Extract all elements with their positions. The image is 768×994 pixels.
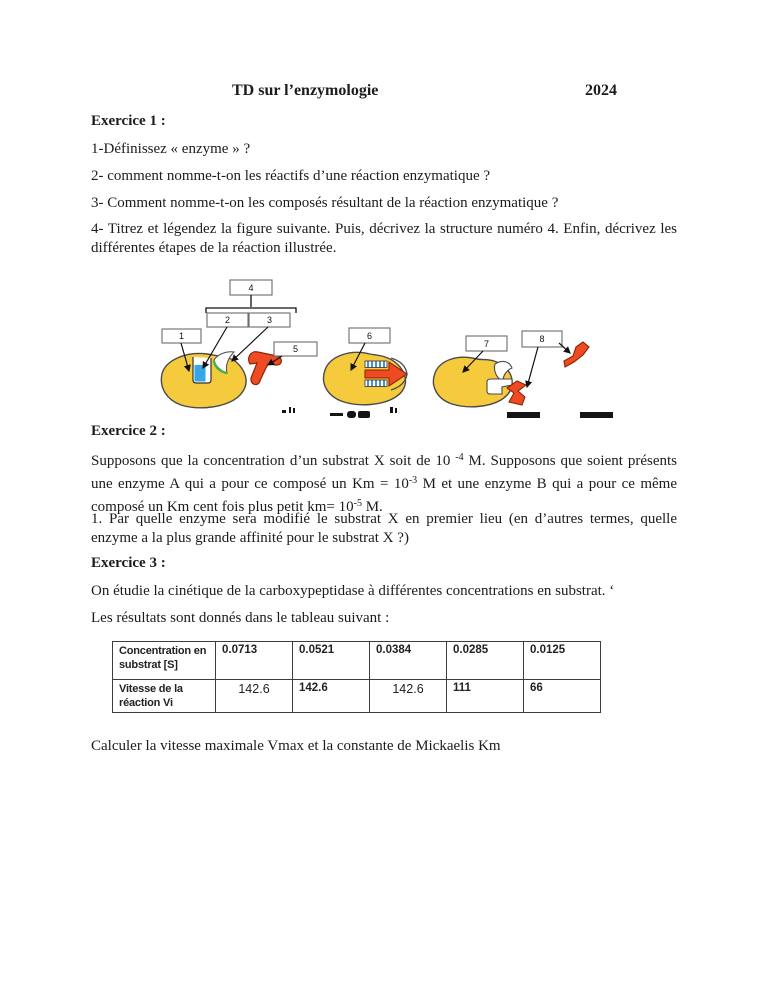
exercise1-heading: Exercice 1 : [91, 113, 166, 129]
intro-seg-2: M. Supposons que soient présents une enzyme A qui a pour ce composé un Km = 10 [91, 453, 678, 492]
svg-text:5: 5 [292, 344, 299, 354]
exercise2-intro [91, 448, 677, 517]
figure-label-8 [522, 331, 562, 347]
product-piece-2-shape [564, 342, 589, 367]
results-table [112, 641, 601, 713]
table-row-velocity [113, 680, 601, 713]
figure-label-1 [162, 329, 201, 343]
concentration-value: 0.0125 [524, 642, 601, 680]
exercise2-heading: Exercice 2 : [91, 423, 166, 439]
figure-label-2 [207, 313, 248, 327]
svg-text:3: 3 [266, 315, 273, 325]
velocity-value: 142.6 [216, 680, 293, 713]
velocity-value: 111 [447, 680, 524, 713]
figure-label-4 [230, 280, 272, 295]
page-year: 2024 [585, 82, 617, 99]
exercise3-intro: On étudie la cinétique de la carboxypeptidase à différentes concentrations en substrat. ‘ [91, 583, 615, 599]
table-row-concentration [113, 642, 601, 680]
substrate-free-shape [249, 352, 282, 385]
clipped-caption-fragments [282, 407, 613, 418]
figure-label-3 [249, 313, 290, 327]
enzyme-after-release-shape [433, 357, 512, 407]
exercise2-q1: 1. Par quelle enzyme sera modifié le substrat X en premier lieu (en d’autres termes, quelle enzyme a la plus grande affinité pour le substrat X ?) [91, 511, 677, 546]
exercise3-table-note: Les résultats sont donnés dans le tableau suivant : [91, 610, 390, 626]
concentration-value: 0.0713 [216, 642, 293, 680]
exercise1-q4: 4- Titrez et légendez la figure suivante. Puis, décrivez la structure numéro 4. Enfin, décrivez les différentes étapes de la réaction illustrée. [91, 221, 677, 256]
exercise3-heading: Exercice 3 : [91, 555, 166, 571]
concentration-value: 0.0285 [447, 642, 524, 680]
svg-text:1: 1 [178, 331, 185, 341]
page-title: TD sur l’enzymologie [232, 82, 379, 99]
intro-seg-3: M et une enzyme B qui a pour ce même composé un Km cent fois plus petit km= 10 [91, 476, 677, 515]
exercise1-q3: 3- Comment nomme-t-on les composés résultant de la réaction enzymatique ? [91, 195, 559, 211]
svg-text:8: 8 [539, 334, 545, 344]
enzyme-reaction-figure [155, 276, 620, 421]
figure-label-7 [466, 336, 507, 351]
exercise1-q2: 2- comment nomme-t-on les réactifs d’une réaction enzymatique ? [91, 168, 491, 184]
concentration-value: 0.0384 [370, 642, 447, 680]
svg-text:7: 7 [483, 339, 490, 349]
exercise1-q1: 1-Définissez « enzyme » ? [91, 141, 251, 157]
svg-text:2: 2 [224, 315, 231, 325]
exponent-3: -5 [353, 498, 362, 509]
intro-seg-1: Supposons que la concentration d’un substrat X soit de 10 [91, 453, 456, 469]
concentration-value: 0.0521 [293, 642, 370, 680]
label4-bracket [206, 295, 296, 313]
intro-seg-4: M. [361, 499, 383, 515]
row-header-velocity: Vitesse de la réaction Vi [113, 680, 216, 713]
exercise3-conclusion: Calculer la vitesse maximale Vmax et la constante de Mickaelis Km [91, 738, 501, 754]
svg-text:6: 6 [366, 331, 373, 341]
figure-label-6 [349, 328, 390, 343]
exponent-2: -3 [408, 475, 418, 486]
velocity-value: 66 [524, 680, 601, 713]
velocity-value: 142.6 [370, 680, 447, 713]
figure-label-5 [274, 342, 317, 356]
row-header-concentration: Concentration en substrat [S] [113, 642, 216, 680]
binding-teeth-bottom [365, 380, 387, 387]
svg-text:4: 4 [248, 283, 254, 293]
binding-teeth-top [365, 361, 387, 368]
velocity-value: 142.6 [293, 680, 370, 713]
exponent-1: -4 [455, 452, 464, 463]
enzyme-substrate-complex-shape [324, 352, 407, 404]
